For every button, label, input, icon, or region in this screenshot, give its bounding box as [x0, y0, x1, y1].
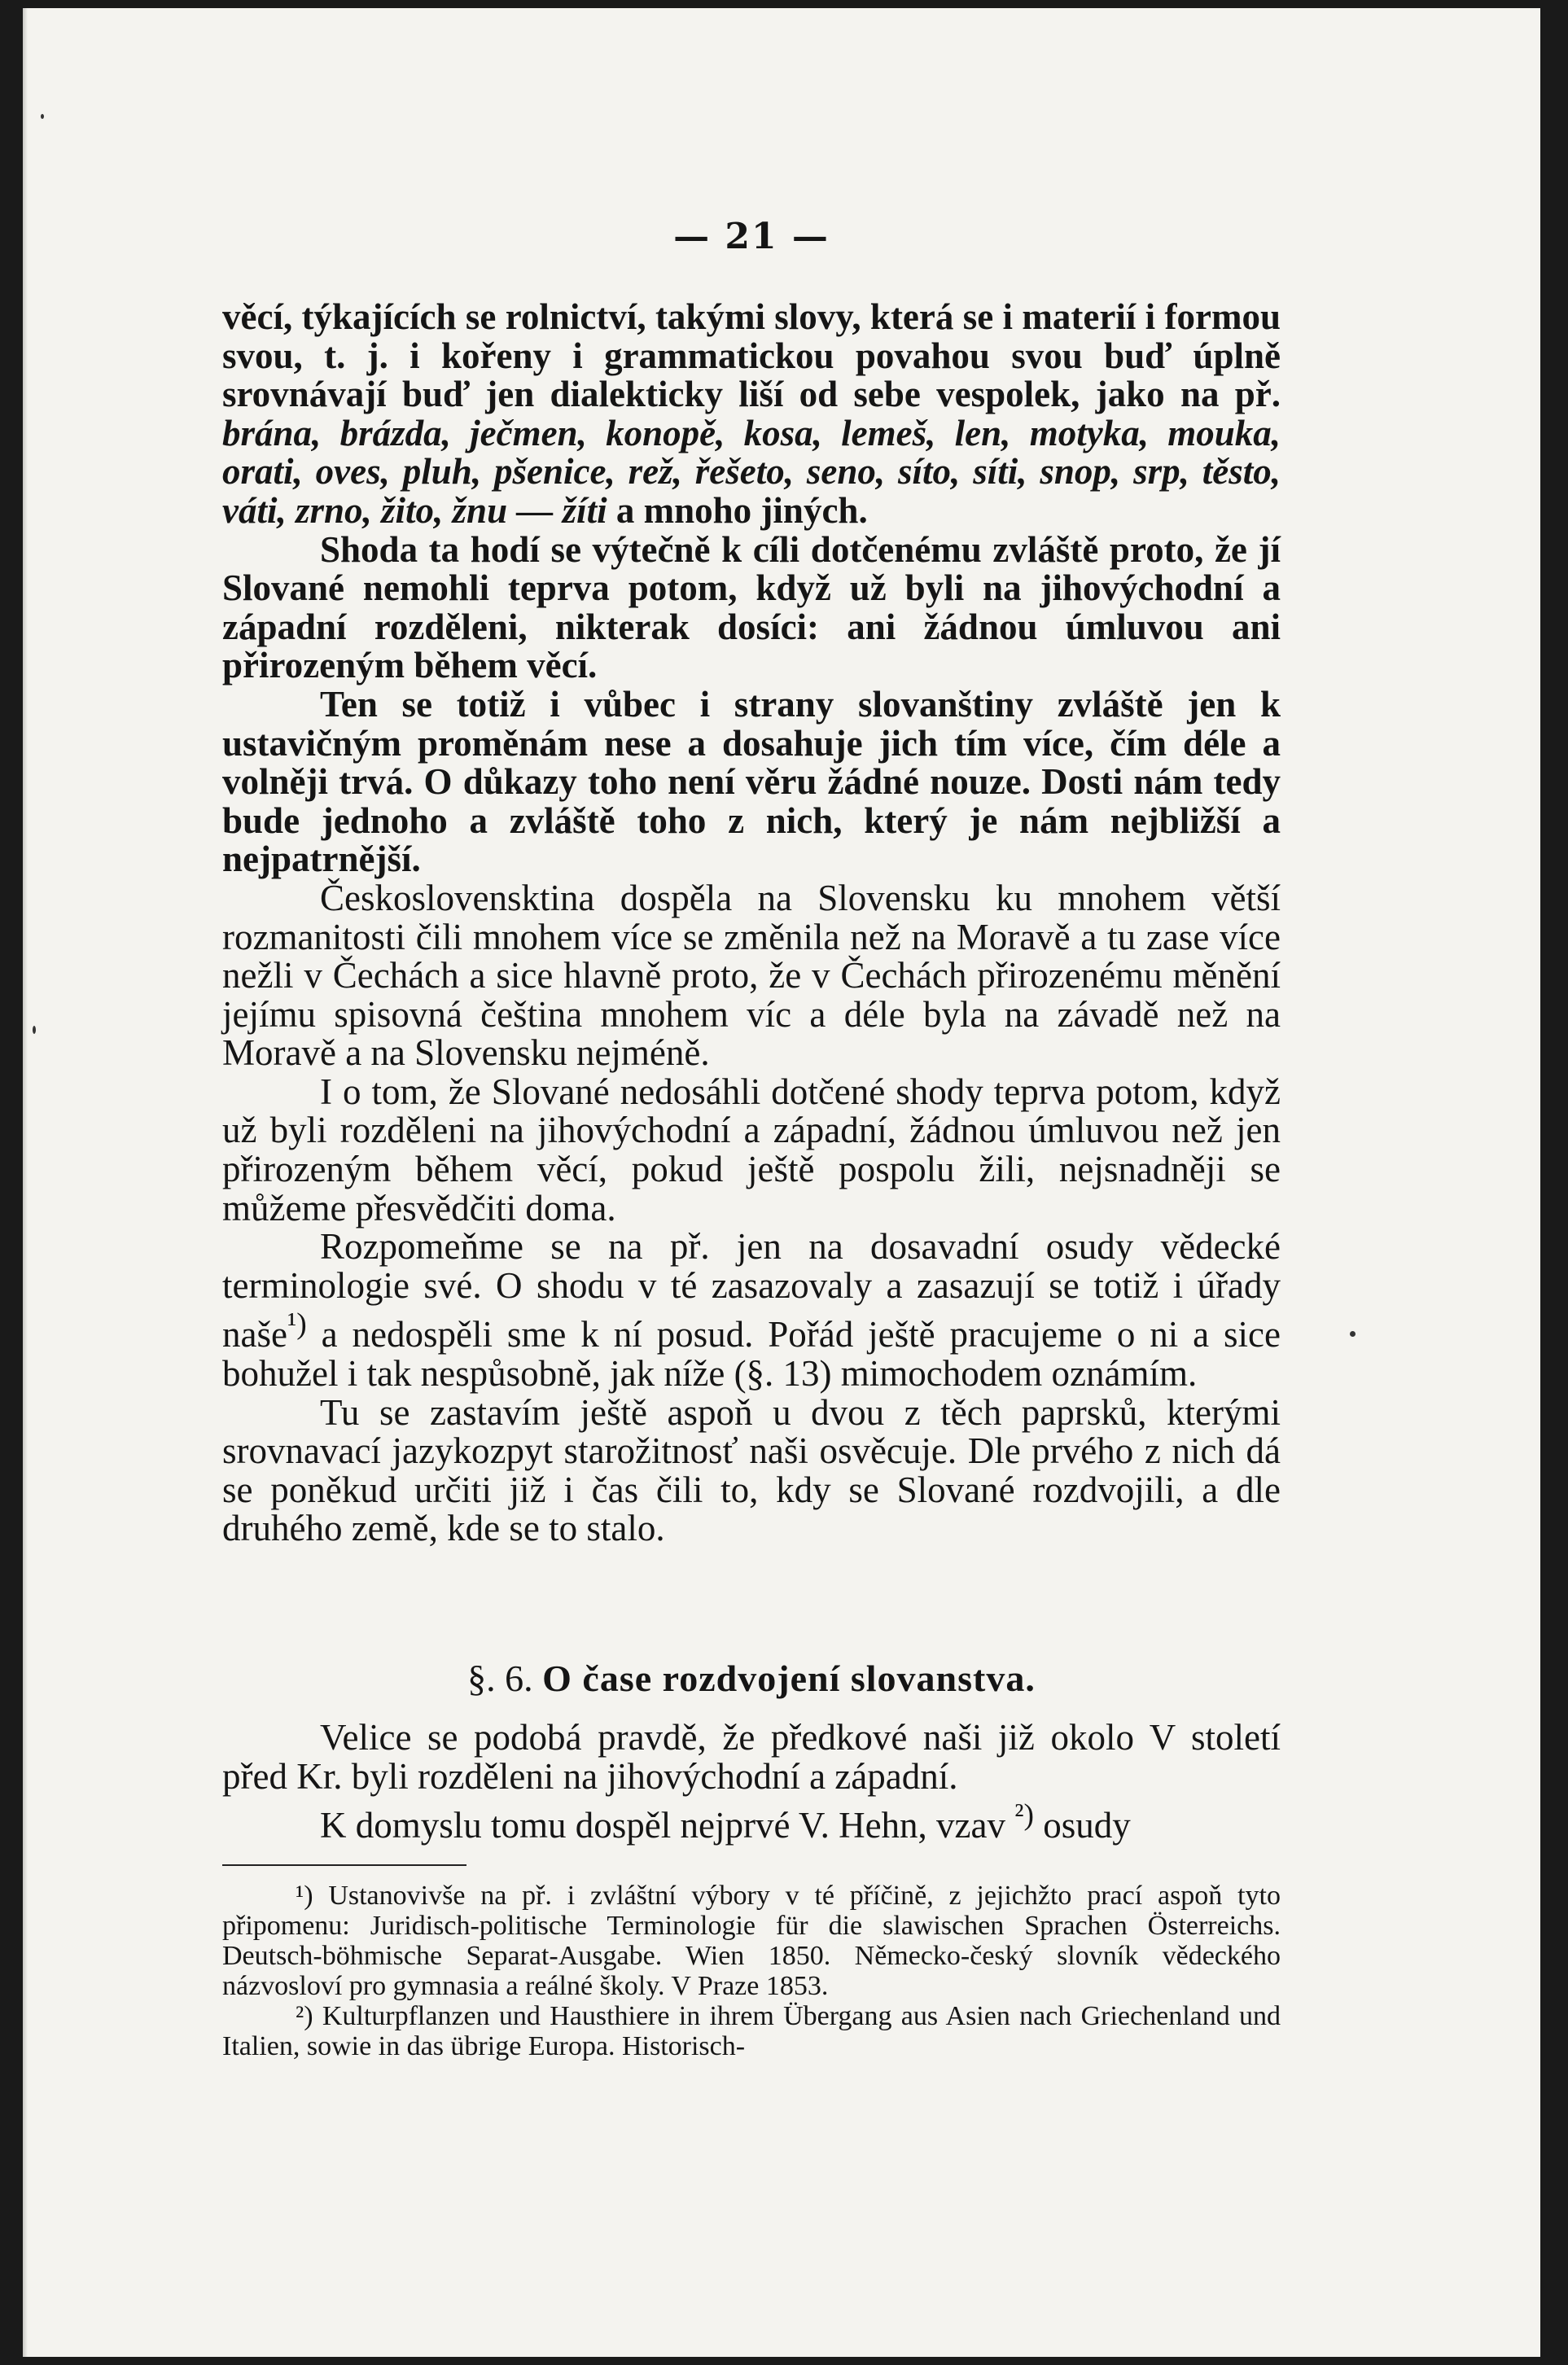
section-paragraph-1: Velice se podobá pravdě, že předkové naši již okolo V století před Kr. byli rozděleni na jihovýchodní a západní. — [222, 1717, 1281, 1797]
footnote-ref-2: ²) — [1014, 1798, 1034, 1832]
body-text — [222, 298, 1281, 1548]
book-page — [23, 8, 1540, 2357]
ink-speck — [1350, 1331, 1356, 1337]
footnote-2-text: Kulturpflanzen und Hausthiere in ihrem Übergang aus Asien nach Griechenland und Italien, sowie in das übrige Europa. Historisch- — [222, 2001, 1281, 2061]
footnote-1 — [222, 1881, 1281, 2001]
footnote-1-text: Ustanovivše na př. i zvláštní výbory v té příčině, z jejichžto prací aspoň tyto připomenu: Juridisch-politische Terminologie für die slawischen Sprachen Österreichs. Deutsch-böhmische Separat-Ausgabe. Wien 1850. Německo-český slovník vědeckého názvosloví pro gymnasia a reálné školy. V Praze 1853. — [222, 1881, 1281, 2001]
section-heading — [222, 1657, 1281, 1700]
section-title: O čase rozdvojení slovanstva. — [542, 1658, 1036, 1699]
paragraph-6-text-b: a nedospěli sme k ní posud. Pořád ještě pracujeme o ni a sice bohužel i tak nespůsobně, jak níže (§. 13) mimochodem oznámím. — [222, 1314, 1281, 1395]
paragraph-7: Tu se zastavím ještě aspoň u dvou z těch paprsků, kterými srovnavací jazykozpyt starožitnosť naši osvěcuje. Dle prvého z nich dá se poněkud určiti již i čas čili to, kdy se Slované rozdvojili, a dle druhého země, kde se to stalo. — [222, 1391, 1281, 1549]
footnote-1-mark: ¹) — [296, 1881, 313, 1911]
paragraph-6-text-a: Rozpomeňme se na př. jen na dosavadní osudy vědecké terminologie své. O shodu v té zasazovaly a zasazují se totiž i úřady naše — [222, 1226, 1281, 1355]
section-text — [222, 1718, 1281, 1845]
paragraph-1-text: věcí, týkajících se rolnictví, takými slovy, která se i materií i formou svou, t. j. i kořeny i grammatickou povahou svou buď úplně srovnávají buď jen dialekticky liší od sebe vespolek, jako na př. — [222, 296, 1281, 415]
paragraph-6 — [222, 1228, 1281, 1393]
footnote-2 — [222, 2001, 1281, 2061]
paragraph-3: Ten se totiž i vůbec i strany slovanštiny zvláště jen k ustavičným proměnám nese a dosahuje jich tím více, čím déle a volněji trvá. O důkazy toho není věru žádné nouze. Dosti nám tedy bude jednoho a zvláště toho z nich, který je nám nejbližší a nejpatrnější. — [222, 683, 1281, 880]
footnote-ref-1: ¹) — [287, 1307, 307, 1342]
paragraph-1-word-list: brána, brázda, ječmen, konopě, kosa, lemeš, len, motyka, mouka, orati, oves, pluh, pšenice, rež, řešeto, seno, síto, síti, snop, srp, těsto, váti, zrno, žito, žnu — žíti — [222, 412, 1281, 531]
section-number: §. 6. — [467, 1658, 533, 1699]
ink-speck — [33, 1026, 36, 1034]
footnote-2-mark: ²) — [296, 2001, 313, 2031]
paragraph-1 — [222, 298, 1281, 531]
section-paragraph-2 — [222, 1796, 1281, 1845]
paragraph-2: Shoda ta hodí se výtečně k cíli dotčenému zvláště proto, že jí Slované nemohli teprva potom, když už byli na jihovýchodní a západní rozděleni, nikterak dosíci: ani žádnou úmluvou ani přirozeným během věcí. — [222, 528, 1281, 686]
section-paragraph-2-text-b: osudy — [1043, 1805, 1131, 1846]
paragraph-5: I o tom, že Slované nedosáhli dotčené shody teprva potom, když už byli rozděleni na jihovýchodní a západní, žádnou úmluvou než jen přirozeným během věcí, pokud ještě pospolu žili, nejsnadněji se můžeme přesvědčiti doma. — [222, 1071, 1281, 1228]
footnote-divider — [222, 1864, 466, 1866]
section-paragraph-2-text-a: K domyslu tomu dospěl nejprvé V. Hehn, vzav — [320, 1805, 1005, 1846]
ink-speck — [41, 114, 44, 119]
page-edge-shadow — [23, 8, 28, 2357]
paragraph-1-end: a mnoho jiných. — [615, 489, 868, 531]
footnotes — [222, 1881, 1281, 2061]
page-number: — 21 — — [673, 216, 830, 257]
paragraph-4: Československtina dospěla na Slovensku ku mnohem větší rozmanitosti čili mnohem více se změnila než na Moravě a tu zase více nežli v Čechách a sice hlavně proto, že v Čechách přirozenému měnění jejímu spisovná čeština mnohem víc a déle byla na závadě než na Moravě a na Slovensku nejméně. — [222, 877, 1281, 1074]
